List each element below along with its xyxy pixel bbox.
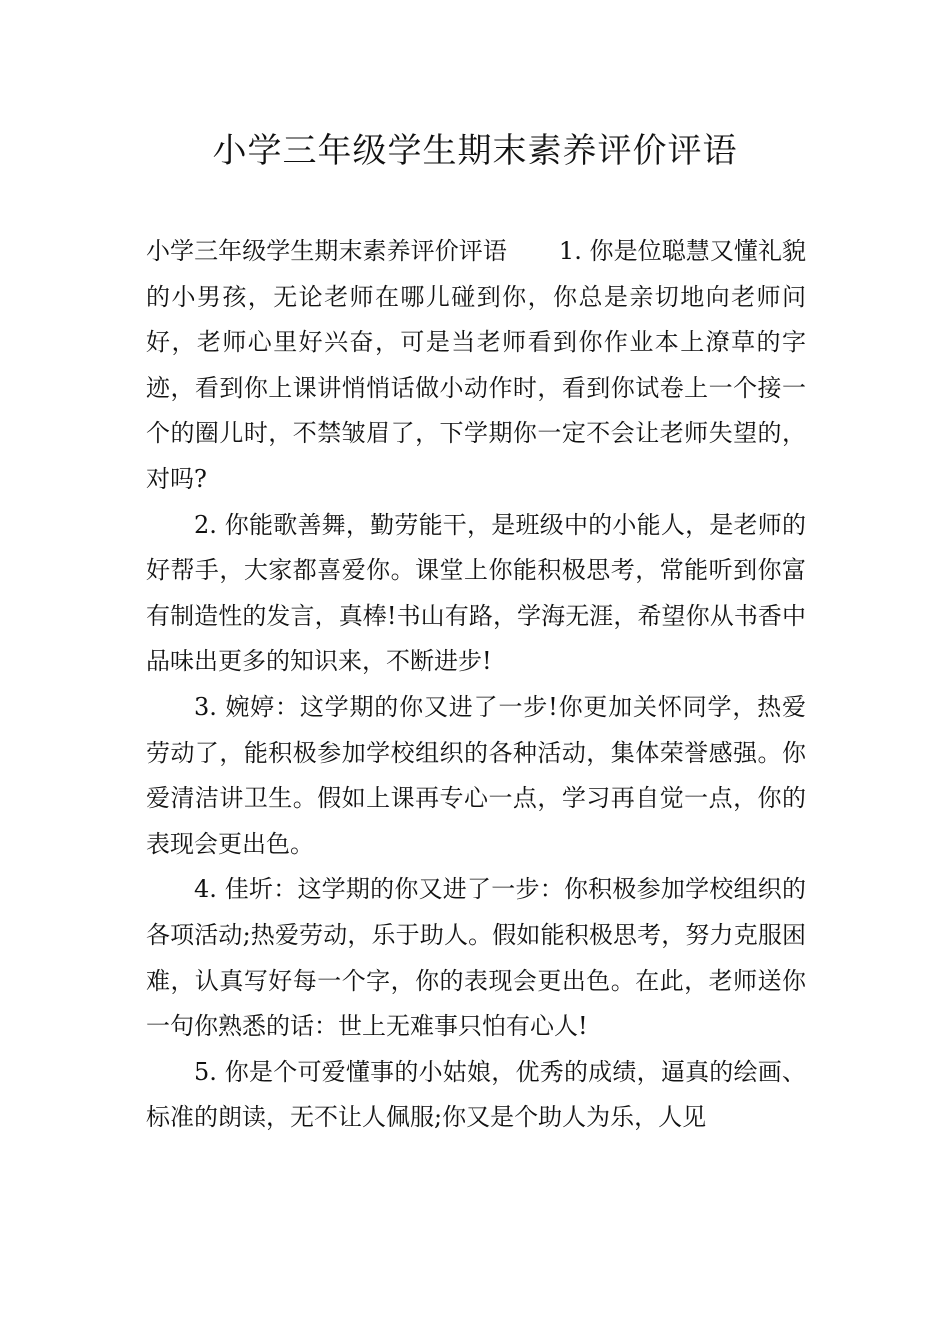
document-title: 小学三年级学生期末素养评价评语	[212, 131, 738, 171]
paragraph-4: 4. 佳圻：这学期的你又进了一步：你积极参加学校组织的各项活动;热爱劳动，乐于助人。假如能积极思考，努力克服困难，认真写好每一个字，你的表现会更出色。在此，老师送你一句你熟悉的话：世上无难事只怕有心人!	[146, 875, 806, 1041]
intro-heading: 小学三年级学生期末素养评价评语	[146, 237, 507, 265]
document-body	[146, 229, 806, 1141]
paragraph-1	[146, 229, 806, 503]
paragraph-5: 5. 你是个可爱懂事的小姑娘，优秀的成绩，逼真的绘画、标准的朗读，无不让人佩服;你又是个助人为乐，人见	[146, 1057, 806, 1132]
paragraph-3: 3. 婉婷：这学期的你又进了一步!你更加关怀同学，热爱劳动了，能积极参加学校组织的各种活动，集体荣誉感强。你爱清洁讲卫生。假如上课再专心一点，学习再自觉一点，你的表现会更出色。	[146, 692, 806, 858]
paragraph-1-text: 1. 你是位聪慧又懂礼貌的小男孩，无论老师在哪儿碰到你，你总是亲切地向老师问好，老师心里好兴奋，可是当老师看到你作业本上潦草的字迹，看到你上课讲悄悄话做小动作时，看到你试卷上一个接一个的圈儿时，不禁皱眉了，下学期你一定不会让老师失望的，对吗?	[146, 237, 806, 493]
paragraph-2: 2. 你能歌善舞，勤劳能干，是班级中的小能人，是老师的好帮手，大家都喜爱你。课堂上你能积极思考，常能听到你富有制造性的发言，真棒!书山有路，学海无涯，希望你从书香中品味出更多的知识来，不断进步!	[146, 510, 806, 676]
